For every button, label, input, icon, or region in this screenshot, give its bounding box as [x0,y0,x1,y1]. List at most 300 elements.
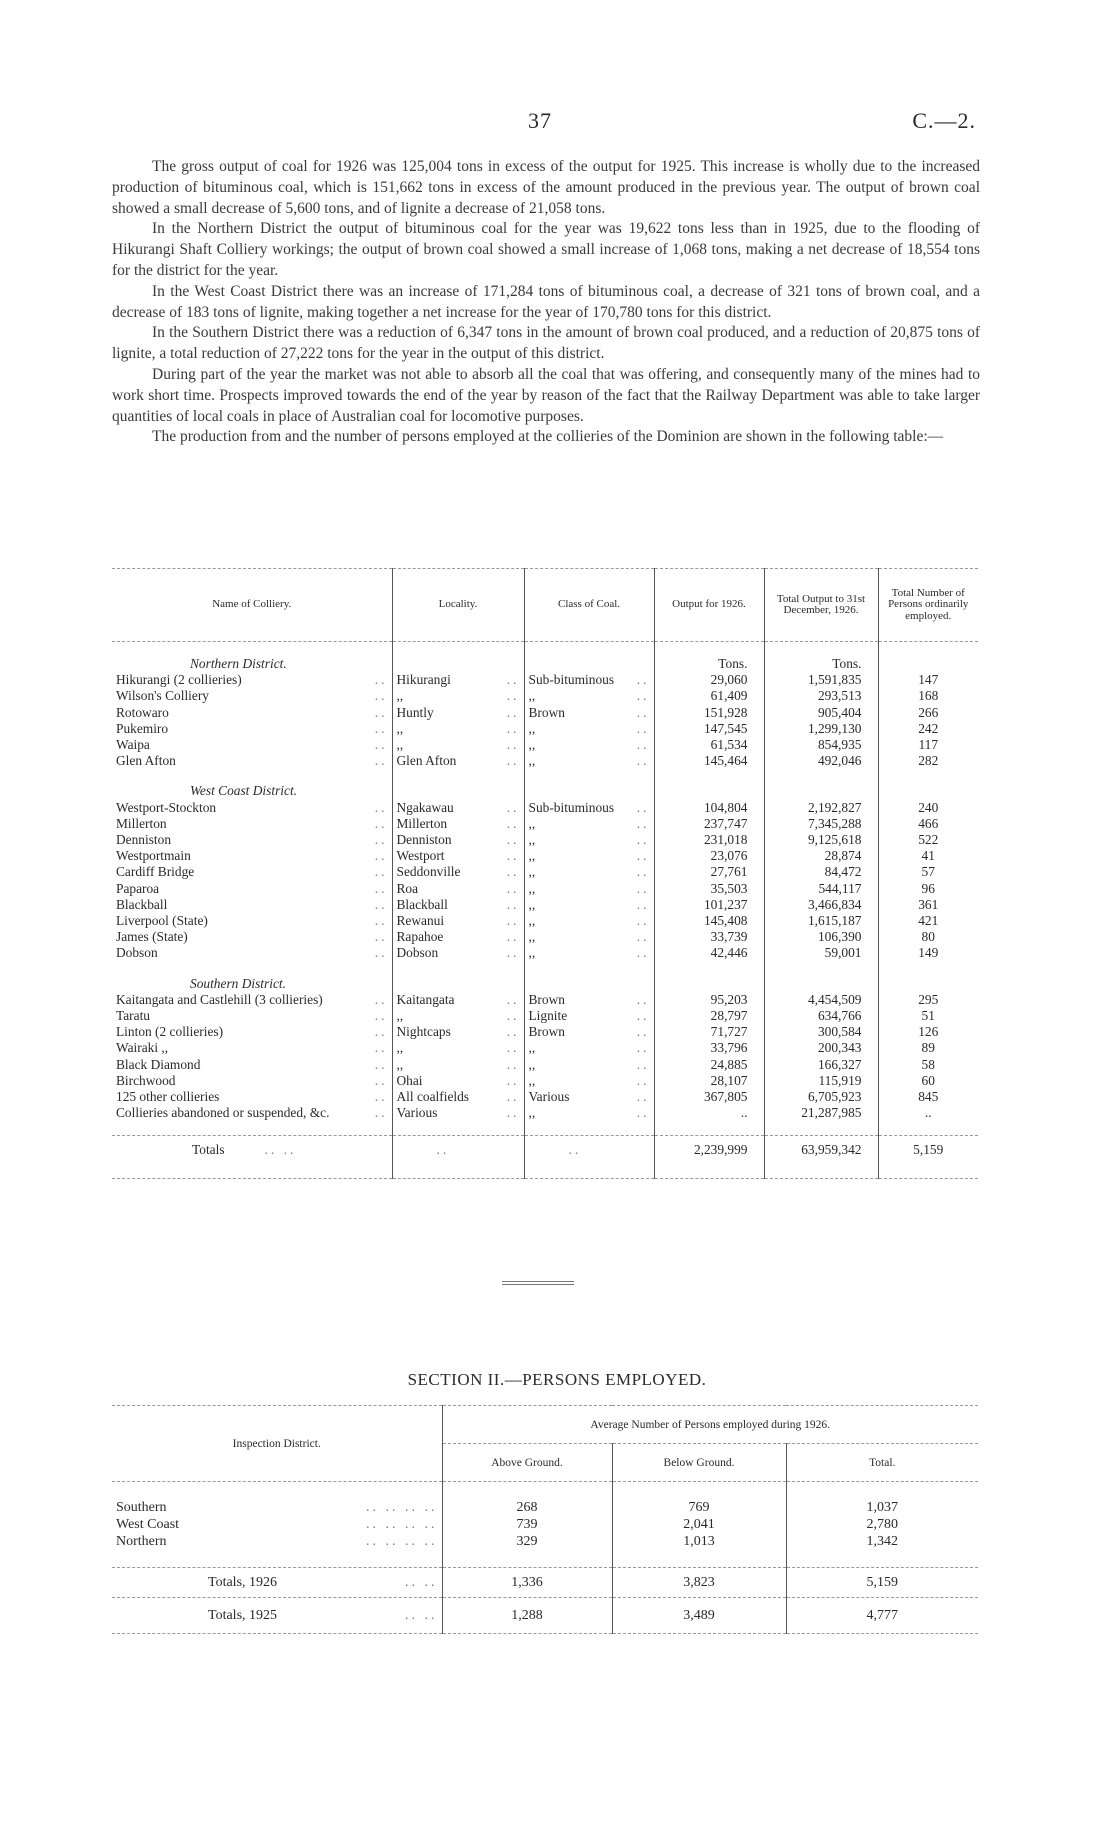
coal-class [524,1008,654,1024]
colliery-name [112,913,392,929]
leader-dots: .. [636,1056,650,1072]
locality [392,1008,524,1024]
coal-class [524,816,654,832]
leader-dots: .. [374,1040,388,1056]
total-output-text: 21,287,985 [801,1105,862,1121]
colliery-name-text: Taratu [116,1008,151,1024]
output-1926 [654,1089,764,1105]
locality-text: ,, [396,688,404,704]
leader-dots: .. [506,945,520,961]
leader-dots: .. [374,1056,388,1072]
leader-dots: .. [636,848,650,864]
locality [392,721,524,737]
persons-employed-text: 126 [918,1024,939,1040]
coal-class [524,753,654,769]
colliery-name-text: Pukemiro [116,720,169,736]
colliery-name-text: Millerton [116,815,167,831]
locality-text: Ohai [396,1072,423,1088]
leader-dots: .. [636,945,650,961]
colliery-name [112,721,392,737]
spacer-row [112,1482,978,1500]
output-1926-text: 147,545 [703,720,748,736]
locality-text: Various [396,1105,438,1121]
body-text [112,157,980,448]
persons-employed-text: 57 [921,864,935,880]
persons-employed [878,945,978,961]
below-ground-total: 3,489 [612,1598,786,1634]
persons-employed-text: 242 [918,720,939,736]
locality [392,929,524,945]
spacer-row [112,1121,978,1136]
persons-employed [878,688,978,704]
output-1926-text: 33,796 [710,1040,748,1056]
table-row [112,848,978,864]
table-row [112,1089,978,1105]
coal-class-text: ,, [528,880,536,896]
district-heading-text: Southern District. [190,975,286,991]
locality-text: ,, [396,1056,404,1072]
colliery-name [112,992,392,1008]
total-output [764,1089,878,1105]
output-1926 [654,992,764,1008]
total-output [764,1057,878,1073]
output-1926 [654,1105,764,1121]
persons-employed-text: 361 [918,896,939,912]
total-output-text: 544,117 [818,880,862,896]
table-row [112,1008,978,1024]
output-1926 [654,1040,764,1056]
column-header-locality: Locality. [392,569,524,642]
table-row [112,881,978,897]
coal-class-text: ,, [528,737,536,753]
total-output [764,832,878,848]
locality [392,705,524,721]
colliery-name-text: Blackball [116,896,168,912]
locality [392,688,524,704]
persons-employed-text: 60 [921,1072,935,1088]
coal-class [524,832,654,848]
coal-class-text: ,, [528,815,536,831]
output-1926-text: 104,804 [703,799,748,815]
colliery-name [112,848,392,864]
column-header-group: Average Number of Persons employed during 1926. [442,1406,978,1444]
colliery-name-text: Dobson [116,945,158,961]
colliery-name-text: Birchwood [116,1072,176,1088]
persons-employed [878,897,978,913]
persons-employed [878,1057,978,1073]
district-heading-row [112,783,978,799]
locality [392,848,524,864]
colliery-name-text: 125 other collieries [116,1089,220,1105]
persons-employed-text: 845 [918,1089,939,1105]
coal-class [524,1057,654,1073]
coal-class-text: ,, [528,688,536,704]
persons-employed-text: 117 [918,737,939,753]
persons-employed [878,913,978,929]
district-name: West Coast [116,1517,180,1532]
table-end-row [112,1164,978,1179]
column-header-output: Output for 1926. [654,569,764,642]
persons-employed-text: 80 [921,929,935,945]
coal-class-text: ,, [528,753,536,769]
persons-employed [878,1024,978,1040]
spacer-row [112,642,978,657]
spacer-row [112,769,978,783]
leader-dots: .. [636,1105,650,1121]
locality-text: Denniston [396,832,452,848]
colliery-name-text: Wilson's Colliery [116,688,210,704]
total-output [764,672,878,688]
leader-dots: .. [506,1105,520,1121]
coal-class-text: ,, [528,929,536,945]
table-row [112,832,978,848]
output-1926-text: 145,408 [703,913,748,929]
locality-text: Rapahoe [396,929,444,945]
leader-dots: .. [636,737,650,753]
totals-label-text: Totals [192,1142,225,1158]
leader-dots: .. [636,1008,650,1024]
table-row [112,800,978,816]
unit-label-output-text: Tons. [718,656,748,671]
colliery-name [112,688,392,704]
output-1926 [654,737,764,753]
locality-text: Ngakawau [396,799,454,815]
leader-dots: .. [374,1089,388,1105]
colliery-name-text: James (State) [116,929,188,945]
total-cell: 2,780 [786,1516,978,1533]
total-output-text: 6,705,923 [807,1089,862,1105]
locality [392,1057,524,1073]
output-1926-text: .. [740,1105,748,1121]
colliery-name [112,672,392,688]
total-output [764,688,878,704]
coal-class [524,929,654,945]
leader-dots: .. [636,832,650,848]
spacer-row [112,1550,978,1568]
output-1926 [654,832,764,848]
total-output-text: 1,299,130 [807,720,862,736]
coal-class-text: ,, [528,848,536,864]
output-1926-text: 28,107 [710,1072,748,1088]
leader-dots: .. [436,1142,450,1158]
unit-label-total-text: Tons. [832,656,862,671]
coal-class-text: ,, [528,832,536,848]
colliery-name [112,864,392,880]
colliery-name-text: Rotowaro [116,704,169,720]
district-heading-text: West Coast District. [190,783,298,799]
table-row [112,688,978,704]
coal-class [524,705,654,721]
output-1926 [654,753,764,769]
persons-employed [878,992,978,1008]
persons-employed [878,705,978,721]
leader-dots: .. [506,720,520,736]
leader-dots: .. [374,815,388,831]
leader-dots: .. [374,1105,388,1121]
colliery-name-text: Linton (2 collieries) [116,1024,224,1040]
persons-employed [878,1008,978,1024]
coal-class-text: ,, [528,1040,536,1056]
coal-class-text: ,, [528,945,536,961]
total-output-text: 492,046 [817,753,862,769]
leader-dots: .. [374,1024,388,1040]
collieries-table [112,568,978,1179]
output-1926 [654,1057,764,1073]
leader-dots: .. [506,991,520,1007]
persons-employed-text: 466 [918,815,939,831]
coal-class-text: Various [528,1089,570,1105]
spacer-row [112,962,978,976]
column-header-total: Total. [786,1444,978,1482]
persons-employed [878,848,978,864]
output-1926 [654,881,764,897]
unit-label-total [764,656,878,672]
table-row [112,705,978,721]
total-output [764,1105,878,1121]
output-1926-text: 61,409 [710,688,748,704]
locality [392,1105,524,1121]
leader-dots: .. [506,864,520,880]
locality [392,992,524,1008]
persons-employed [878,1073,978,1089]
persons-employed [878,881,978,897]
locality [392,753,524,769]
output-1926 [654,1008,764,1024]
section-divider [502,1281,574,1282]
output-1926-text: 33,739 [710,929,748,945]
total-output-text: 4,454,509 [807,991,862,1007]
locality [392,897,524,913]
leader-dots: .. [506,832,520,848]
total-output-text: 28,874 [824,848,862,864]
paragraph: The production from and the number of persons employed at the collieries of the Dominion are shown in the following table:— [152,428,944,446]
leader-dots: .. [374,672,388,688]
locality-text: ,, [396,720,404,736]
leader-dots: .. [374,1072,388,1088]
below-ground-cell: 2,041 [612,1516,786,1533]
total-output-text: 166,327 [817,1056,862,1072]
total-output [764,705,878,721]
colliery-name-text: Wairaki ,, [116,1040,169,1056]
locality-text: Glen Afton [396,753,457,769]
output-1926 [654,945,764,961]
leader-dots: .. [636,1024,650,1040]
paragraph: In the West Coast District there was an increase of 171,284 tons of bituminous coal, a decrease of 321 tons of brown coal, and a decrease of 183 tons of lignite, making together a net increase for the year of 170,780 tons for this district. [112,282,980,321]
leader-dots: .. [374,913,388,929]
coal-class [524,992,654,1008]
leader-dots: .. [506,815,520,831]
total-output-text: 106,390 [817,929,862,945]
persons-employed [878,753,978,769]
colliery-name [112,800,392,816]
locality [392,864,524,880]
colliery-name-text: Waipa [116,737,150,753]
colliery-name [112,881,392,897]
leader-dots: .. [506,1024,520,1040]
colliery-name [112,1073,392,1089]
total-output [764,913,878,929]
grand-total: 5,159 [786,1568,978,1598]
output-1926-text: 23,076 [710,848,748,864]
coal-class-text: Brown [528,704,565,720]
output-1926-text: 42,446 [710,945,748,961]
locality [392,737,524,753]
table-row [112,897,978,913]
district-heading [112,976,392,992]
paragraph: During part of the year the market was not able to absorb all the coal that was offering, and consequently many of the mines had to work short time. Prospects improved towards the end of the year by reason of the fact that the Railway Department was able to take larger quantities of local coals in place of Australian coal for locomotive purposes. [112,365,980,425]
locality [392,1040,524,1056]
table-row [112,672,978,688]
total-output-text: 200,343 [817,1040,862,1056]
district-name: Southern [116,1500,167,1515]
locality-text: ,, [396,1040,404,1056]
total-output [764,897,878,913]
coal-class [524,1105,654,1121]
coal-class [524,1073,654,1089]
column-header-total-output: Total Output to 31st December, 1926. [764,569,878,642]
total-output [764,816,878,832]
coal-class-text: Brown [528,1024,565,1040]
locality-text: Westport [396,848,445,864]
coal-class [524,721,654,737]
leader-dots: .. [506,737,520,753]
output-1926 [654,929,764,945]
persons-employed-text: .. [924,1105,932,1121]
leader-dots: .. [374,737,388,753]
persons-employed-text: 168 [918,688,939,704]
total-cell: 1,037 [786,1499,978,1516]
locality-text: All coalfields [396,1089,470,1105]
locality-text: Dobson [396,945,439,961]
above-ground-cell: 739 [442,1516,612,1533]
locality [392,945,524,961]
persons-employed-text: 147 [918,672,939,688]
totals-row-1926: Totals, 1926 .. .. 1,336 3,823 5,159 [112,1568,978,1598]
output-1926-total [654,1136,764,1165]
coal-class-text: Sub-bituminous [528,799,615,815]
persons-employed-text: 58 [921,1056,935,1072]
persons-employed-text: 295 [918,991,939,1007]
persons-employed-table [112,1405,978,1634]
total-output-text: 300,584 [817,1024,862,1040]
total-cell: 1,342 [786,1533,978,1550]
leader-dots: .. [506,1072,520,1088]
leader-dots: .. [374,688,388,704]
table-row [112,945,978,961]
table-row [112,913,978,929]
below-ground-cell: 1,013 [612,1533,786,1550]
leader-dots: .. [636,896,650,912]
output-1926-text: 101,237 [703,896,748,912]
leader-dots: .. [374,929,388,945]
column-header-above: Above Ground. [442,1444,612,1482]
table-row: West Coast .. .. .. .. 739 2,041 2,780 [112,1516,978,1533]
leader-dots: .. [506,1056,520,1072]
total-output [764,1008,878,1024]
paragraph: The gross output of coal for 1926 was 125,004 tons in excess of the output for 1925. This increase is wholly due to the increased production of bituminous coal, which is 151,662 tons in excess of the amount produced in the previous year. The output of brown coal showed a small decrease of 5,600 tons, and of lignite a decrease of 21,058 tons. [112,158,980,217]
table-header-row [112,569,978,642]
leader-dots: .. [374,864,388,880]
output-1926-text: 28,797 [710,1008,748,1024]
coal-class [524,913,654,929]
table-row [112,721,978,737]
total-output [764,881,878,897]
output-1926-text: 145,464 [703,753,748,769]
leader-dots: .. [636,720,650,736]
leader-dots: .. [636,799,650,815]
coal-class-text: ,, [528,913,536,929]
total-output-text: 59,001 [824,945,862,961]
output-1926 [654,1024,764,1040]
locality-text: Blackball [396,896,448,912]
above-ground-total: 1,336 [442,1568,612,1598]
colliery-name [112,737,392,753]
output-1926-text: 27,761 [710,864,748,880]
output-1926 [654,913,764,929]
leader-dots: .. [636,1040,650,1056]
table-row: Northern .. .. .. .. 329 1,013 1,342 [112,1533,978,1550]
leader-dots: .. [506,799,520,815]
persons-employed [878,1089,978,1105]
totals-label [112,1136,392,1165]
total-output [764,721,878,737]
leader-dots: .. [506,672,520,688]
locality [392,913,524,929]
leader-dots: .. [506,753,520,769]
persons-employed-text: 89 [921,1040,935,1056]
coal-class [524,688,654,704]
table-row [112,864,978,880]
persons-employed [878,737,978,753]
persons-employed-text: 41 [921,848,935,864]
column-header-district: Inspection District. [112,1406,442,1482]
column-header-below: Below Ground. [612,1444,786,1482]
colliery-name [112,1057,392,1073]
leader-dots: .. [506,1040,520,1056]
locality [392,800,524,816]
district-heading-row [112,976,978,992]
locality-text: Nightcaps [396,1024,451,1040]
colliery-name-text: Paparoa [116,880,160,896]
coal-class-text: ,, [528,864,536,880]
coal-class-text: Sub-bituminous [528,672,615,688]
output-1926-text: 237,747 [703,815,748,831]
colliery-name [112,945,392,961]
colliery-name-text: Black Diamond [116,1056,201,1072]
persons-employed-text: 51 [921,1008,935,1024]
leader-dots: .. [506,929,520,945]
output-1926 [654,672,764,688]
grand-total: 4,777 [786,1598,978,1634]
leader-dots: .. [636,913,650,929]
persons-employed-text: 240 [918,799,939,815]
leader-dots: .. [506,1089,520,1105]
total-output-text: 905,404 [817,704,862,720]
colliery-name [112,897,392,913]
leader-dots: .. [636,672,650,688]
below-ground-total: 3,823 [612,1568,786,1598]
above-ground-cell: 268 [442,1499,612,1516]
output-1926-text: 24,885 [710,1056,748,1072]
colliery-name [112,705,392,721]
locality-text: Kaitangata [396,991,455,1007]
district-name: Northern [116,1534,167,1549]
output-1926-text: 71,727 [710,1024,748,1040]
total-output-text: 9,125,618 [807,832,862,848]
collieries-table-body [112,642,978,1179]
persons-employed [878,1105,978,1121]
totals-row-1925: Totals, 1925 .. .. 1,288 3,489 4,777 [112,1598,978,1634]
